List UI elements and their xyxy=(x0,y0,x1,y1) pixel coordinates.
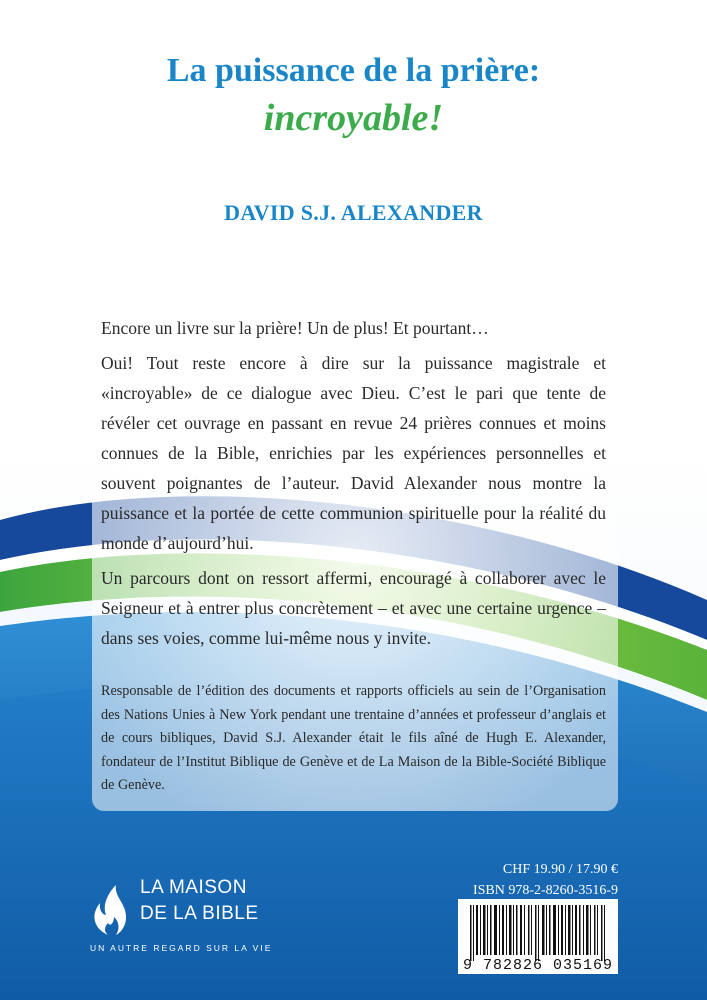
blurb-paragraph-2: Un parcours dont on ressort affermi, encouragé à collaborer avec le Seigneur et à entrer plus concrètement – et avec une certaine urgence – dans ses voies, comme lui-même nous y invite. xyxy=(101,568,606,648)
flame-icon xyxy=(94,885,126,935)
publisher-tagline: UN AUTRE REGARD SUR LA VIE xyxy=(90,943,273,953)
blurb-intro: Encore un livre sur la prière! Un de plus! Et pourtant… xyxy=(101,318,489,338)
isbn-label: ISBN 978-2-8260-3516-9 xyxy=(472,883,618,898)
book-title-line1: La puissance de la prière: xyxy=(166,52,541,89)
price-label: CHF 19.90 / 17.90 € xyxy=(502,862,618,877)
barcode-digits: 9 782826 035169 xyxy=(462,957,614,974)
publisher-name-line1: LA MAISON xyxy=(140,877,247,898)
blurb-text xyxy=(101,313,606,798)
author-bio: Responsable de l’édition des documents et rapports officiels au sein de l’Organisation des Nations Unies à New York pendant une trentaine d’années et professeur d’anglais et de cours bibliques, David S.J. Alexander était le fils aîné de Hugh E. Alexander, fondateur de l’Institut Biblique de Genève et de La Maison de la Bible-Société Biblique de Genève. xyxy=(101,683,606,793)
blurb-paragraph-1: Oui! Tout reste encore à dire sur la puissance magistrale et «incroyable» de ce dialogue avec Dieu. C’est le pari que tente de révéler cet ouvrage en passant en revue 24 prières connues et moins connues de la Bible, enrichies par les expériences personnelles et souvent poignantes de l’auteur. David Alexander nous montre la puissance et la portée de cette communion spirituelle pour la réalité du monde d’aujourd’hui. xyxy=(101,353,606,553)
price-info xyxy=(458,859,618,901)
book-title-line2: incroyable! xyxy=(263,97,444,139)
author-name: DAVID S.J. ALEXANDER xyxy=(224,200,483,225)
publisher-name-line2: DE LA BIBLE xyxy=(140,903,259,924)
